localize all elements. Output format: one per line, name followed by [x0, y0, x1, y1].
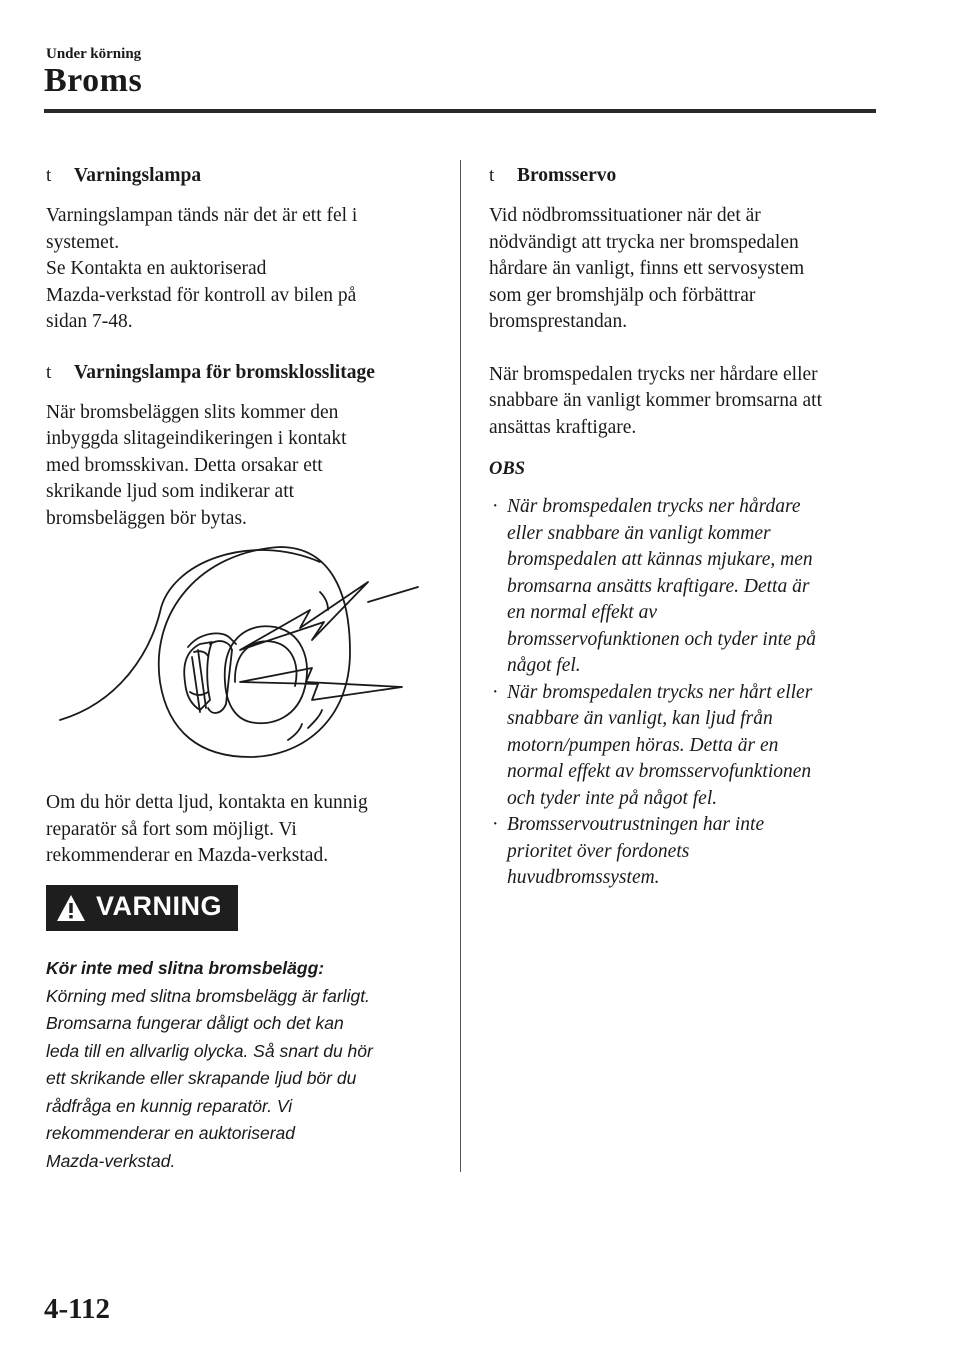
text-line: huvudbromssystem.	[507, 867, 660, 888]
text-line: bromsbeläggen bör bytas.	[46, 507, 247, 529]
section-bullet-icon: t	[489, 165, 495, 186]
left-column-after-illustration	[46, 790, 438, 870]
text-line: rekommenderar en Mazda-verkstad.	[46, 845, 329, 866]
text-line: När bromspedalen trycks ner hårdare	[507, 496, 801, 517]
paragraph-bromsklosslitage	[46, 400, 438, 533]
text-line: Mazda-verkstad.	[46, 1150, 176, 1171]
obs-bullet-3	[489, 812, 881, 892]
text-line: snabbare än vanligt kommer bromsarna att	[489, 390, 823, 411]
text-line: rekommenderar en auktoriserad	[46, 1123, 296, 1143]
warning-triangle-icon	[56, 894, 86, 922]
warning-badge	[46, 885, 238, 931]
text-line: bromsprestandan.	[489, 311, 628, 332]
paragraph-bromsservo-1	[489, 203, 881, 336]
text-line: nödvändigt att trycka ner bromspedalen	[489, 231, 799, 253]
text-line: ansättas kraftigare.	[489, 416, 637, 438]
text-line: snabbare än vanligt, kan ljud från	[507, 708, 773, 729]
obs-bullet-2	[489, 680, 881, 813]
text-line: Mazda-verkstad för kontroll av bilen på	[46, 284, 357, 306]
bullet-dot: ·	[492, 681, 499, 703]
paragraph-varningslampa	[46, 203, 438, 336]
brake-wear-illustration	[50, 532, 420, 772]
paragraph-bromsservo-2	[489, 362, 881, 442]
text-line: systemet.	[46, 231, 120, 253]
page-number: 4-112	[44, 1293, 111, 1325]
column-divider	[460, 160, 461, 1172]
text-line: Bromsservoutrustningen har inte	[507, 814, 765, 835]
text-line: normal effekt av bromsservofunktionen	[507, 761, 812, 782]
text-line: inbyggda slitageindikeringen i kontakt	[46, 428, 347, 449]
right-column	[489, 163, 881, 892]
text-line: Körning med slitna bromsbelägg är farligt.	[46, 985, 370, 1006]
heading-text: Bromsservo	[517, 165, 617, 186]
text-line: Se Kontakta en auktoriserad	[46, 258, 267, 279]
text-line: bromspedalen att kännas mjukare, men	[507, 549, 813, 570]
bullet-dot: ·	[492, 814, 499, 835]
section-label: Under körning	[46, 46, 142, 62]
heading-text: Varningslampa för bromsklosslitage	[74, 361, 375, 383]
warning-text	[46, 955, 446, 1175]
heading-varningslampa	[46, 163, 438, 189]
text-line: eller snabbare än vanligt kommer	[507, 522, 771, 544]
warning-heading: Kör inte med slitna bromsbelägg:	[46, 958, 325, 978]
text-line: Vid nödbromssituationer när det är	[489, 205, 761, 226]
warning-label: VARNING	[96, 891, 223, 921]
text-line: leda till en allvarlig olycka. Så snart du hör	[46, 1040, 373, 1061]
text-line: motorn/pumpen höras. Detta är en	[507, 734, 779, 756]
text-line: När bromspedalen trycks ner hårdare eller	[489, 363, 818, 385]
text-line: skrikande ljud som indikerar att	[46, 481, 295, 502]
text-line: När bromspedalen trycks ner hårt eller	[507, 681, 813, 703]
text-line: något fel.	[507, 655, 581, 676]
heading-bromsservo	[489, 163, 881, 189]
heading-bromsklosslitage	[46, 360, 438, 386]
heading-text: Varningslampa	[74, 165, 202, 186]
text-line: prioritet över fordonets	[507, 840, 690, 862]
text-line: Bromsarna fungerar dåligt och det kan	[46, 1013, 344, 1033]
text-line: Varningslampan tänds när det är ett fel i	[46, 205, 358, 226]
text-line: När bromsbeläggen slits kommer den	[46, 401, 339, 423]
section-bullet-icon: t	[46, 165, 52, 186]
text-line: bromsservofunktionen och tyder inte på	[507, 628, 817, 650]
header-rule	[44, 109, 876, 113]
text-line: rådfråga en kunnig reparatör. Vi	[46, 1095, 293, 1116]
obs-heading: OBS	[489, 459, 525, 479]
left-column	[46, 163, 438, 532]
text-line: hårdare än vanligt, finns ett servosystem	[489, 258, 805, 279]
text-line: sidan 7-48.	[46, 311, 133, 332]
text-line: och tyder inte på något fel.	[507, 787, 718, 809]
text-line: Om du hör detta ljud, kontakta en kunnig	[46, 792, 368, 813]
text-line: som ger bromshjälp och förbättrar	[489, 284, 756, 306]
paragraph-kontakta	[46, 790, 438, 870]
section-bullet-icon: t	[46, 361, 52, 383]
text-line: en normal effekt av	[507, 602, 657, 623]
bullet-dot: ·	[492, 496, 499, 517]
text-line: bromsarna ansätts kraftigare. Detta är	[507, 575, 810, 597]
text-line: ett skrikande eller skrapande ljud bör du	[46, 1068, 357, 1088]
obs-bullet-1	[489, 494, 881, 680]
page-title: Broms	[44, 62, 143, 99]
text-line: med bromsskivan. Detta orsakar ett	[46, 454, 323, 476]
text-line: reparatör så fort som möjligt. Vi	[46, 818, 297, 840]
